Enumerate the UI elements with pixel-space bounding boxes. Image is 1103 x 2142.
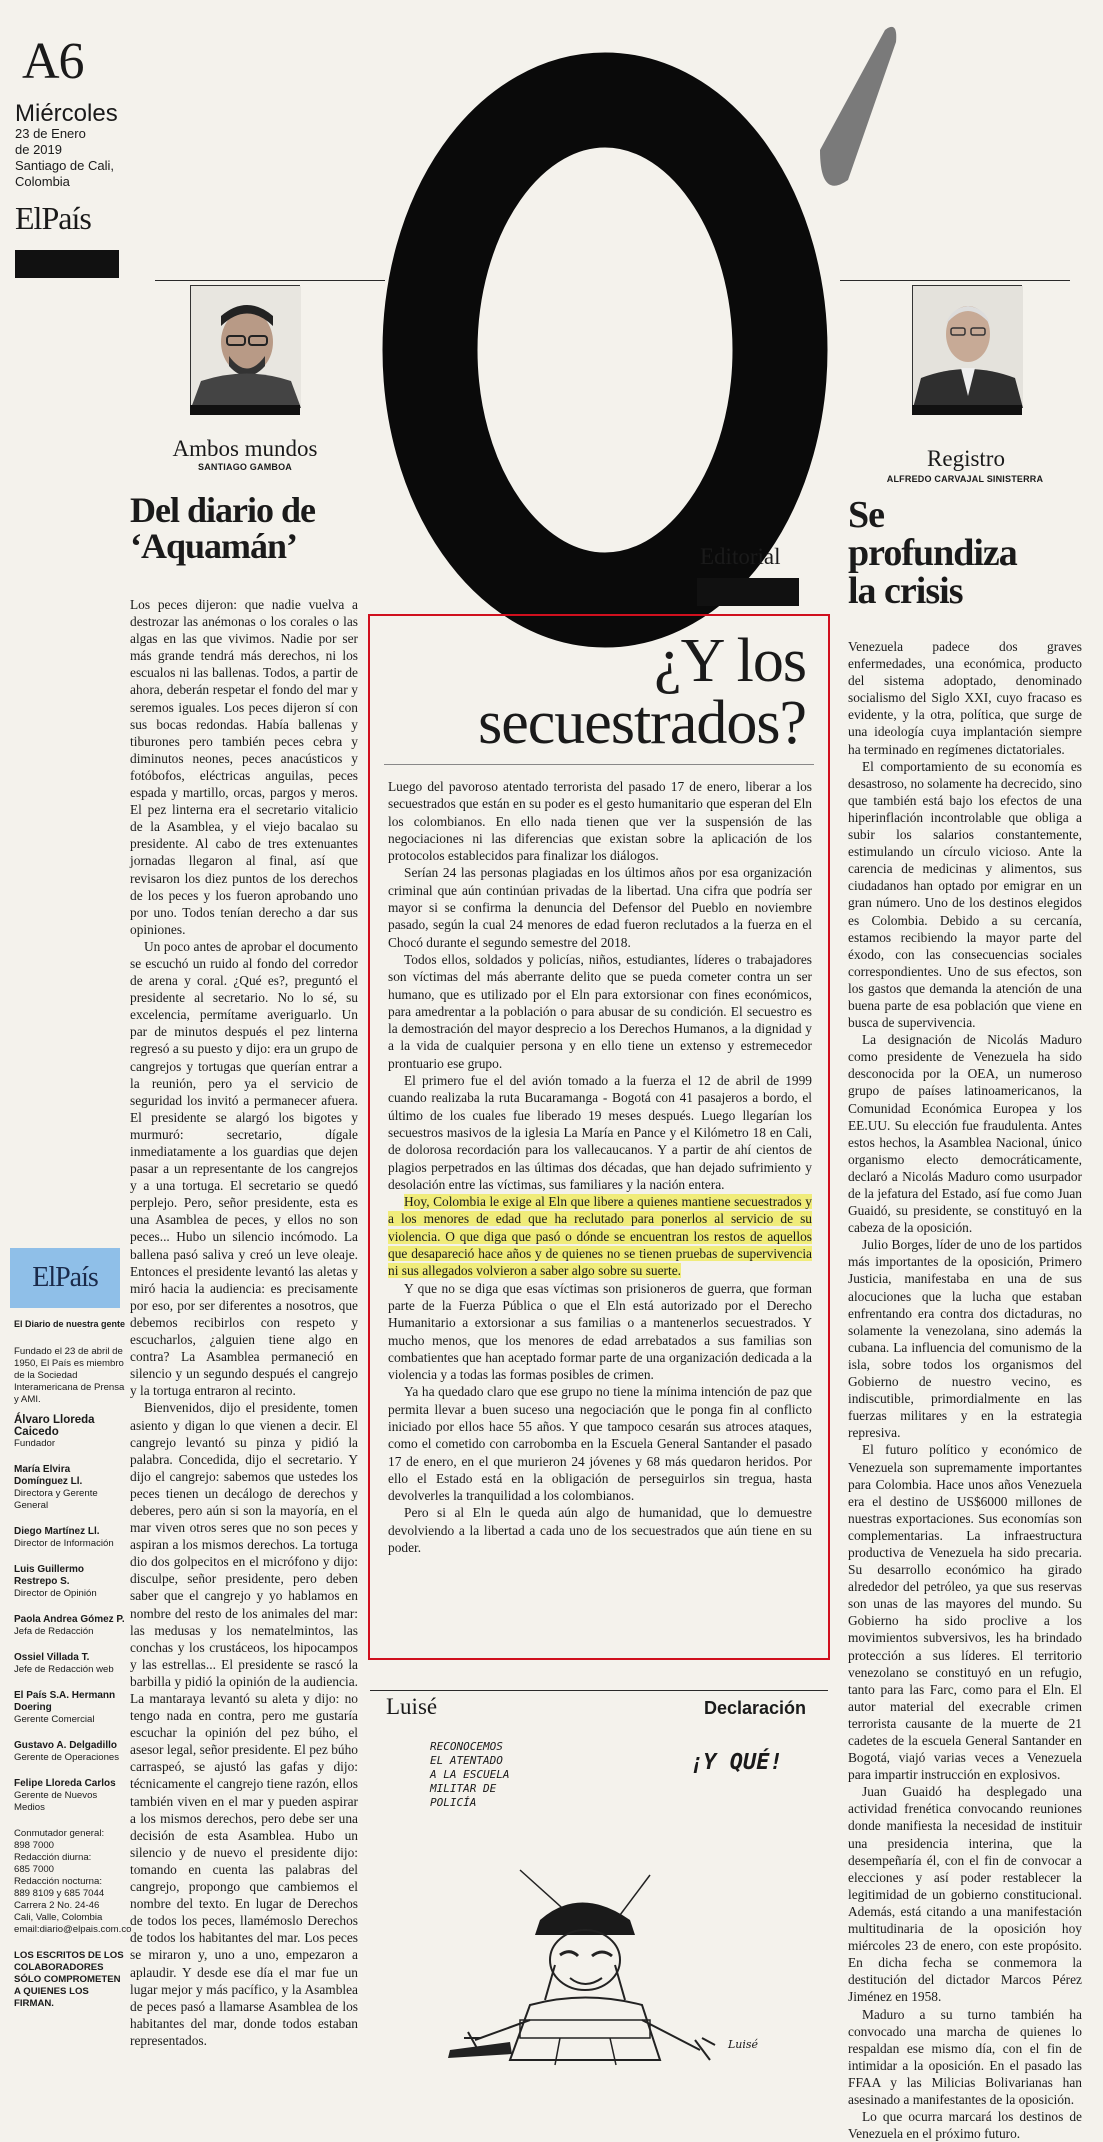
contact-line: 685 7000: [14, 1864, 55, 1875]
staff-name: Diego Martínez Ll.: [14, 1526, 100, 1537]
paragraph: Los peces dijeron: que nadie vuelva a destrozar las anémonas o los corales o las algas en las que vivimos. Nadie por ser más grande tendrá más derechos, ni los escualos ni las ballenas. Todos, a partir de ahora, deberán respetar el fondo del mar y seremos iguales. Los peces dijeron sí con sus bocas redondas. Había ballenas y tiburones pero también peces cebra y diminutos neones, peces anacústicos y fotóbofos, eléctricas anguilas, peces espada y martillo, orcas, pargos y meros. El pez linterna era el secretario vitalicio de la Asamblea, y el viejo bacalao su presidente. Al cabo de tres extenuantes jornadas llegaron al final, así que revisaron los diez puntos de los derechos de los peces y los fueron aprobando uno por uno. Todos tenían derecho a dar sus opiniones.: [130, 597, 358, 937]
newspaper-logo: ElPaís: [15, 200, 91, 236]
paragraph: Julio Borges, líder de uno de los partidos más importantes de la oposición, Primero Justicia, manifestaba en una de sus alocuciones que la lucha que estaban enfrentando era contra dos dictaduras, no solamente la venezolana, sino además la cubana. La influencia del comunismo de la isla, sobre todos los organismos del Gobierno de nuestro vecino, es indiscutible, primordialmente en las fuerzas militares y en la estrategia represiva.: [848, 1237, 1082, 1441]
title-line: ¿Y los: [654, 627, 806, 695]
staff-name: Paola Andrea Gómez P.: [14, 1614, 125, 1625]
paragraph: Serían 24 las personas plagiadas en los últimos años por esa organización criminal que aún continúan privadas de la libertad. Una cifra que podría ser mayor si se confirma la denuncia del Defensor del Pueblo en noviembre pasado, según la cual 24 menores de edad fueron reclutados a la fuerza en el Chocó durante el segundo semestre del 2018.: [388, 865, 812, 950]
paragraph: Un poco antes de aprobar el documento se escuchó un ruido al fondo del corredor de arena y coral. ¿Qué es?, preguntó el presidente al secretario. No lo sé, su excelencia, permítame averiguarlo. Un par de minutos después el pez linterna regresó a su puesto y dijo: era un grupo de cangrejos y tortugas que querían entrar a la reunión, pero ya el servicio de seguridad los invitó a permanecer afuera. El presidente se alargó los bigotes y murmuró: secretario, dígale inmediatamente a los guardias que dejen pasar a un representante de los cangrejos y a una tortuga. El secretario se quedó perplejo. Pero, señor presidente, esta es una Asamblea de peces, y ellos no son peces... Hubo un silencio incómodo. La ballena pasó saliva y creó un leve oleaje. Entonces el presidente levantó las aletas y miró hacia la audiencia: es precisamente por eso, por ser diferentes a nosotros, que debemos recibirlos con respeto y escucharlos, ¿alguien tiene algo en contra? La Asamblea permaneció en silencio y un segundo después el cangrejo y la tortuga entraron al recinto.: [130, 938, 358, 1399]
paragraph: La designación de Nicolás Maduro como presidente de Venezuela ha sido desconocida por la OEA, un numeroso grupo de países latinoamericanos, la Comunidad Económica Europea y los EE.UU. Su elección fue fraudulenta. Antes estos hechos, la Asamblea Nacional, único organismo electo democráticamente, declaró a Nicolás Maduro como usurpador de la jefatura del Estado, así fue como Juan Guaidó, su presidente, se constituyó en la cabeza de la oposición.: [848, 1032, 1082, 1236]
staff-role: Jefe de Redacción web: [14, 1664, 114, 1675]
caption-line: POLICÍA: [430, 1796, 477, 1809]
caption-line: EL ATENTADO: [430, 1754, 503, 1767]
date-line: 23 de Enero: [15, 126, 86, 141]
paragraph: El primero fue el del avión tomado a la fuerza el 12 de abril de 1999 cuando realizaba la ruta Bucaramanga - Bogotá con 41 pasajeros a bordo, el último de los cuales fue liberado 19 meses después. Luego llegarían los secuestros masivos de la iglesia La María en Pance y el Kilómetro 18 en Cali, de dolorosa recordación para los vallecaucanos. Y a partir de ahí cientos de plagios perpetrados en las últimas dos décadas, que han dejado sufrimiento y desolación entre las víctimas, sus familiares y la nación entera.: [388, 1073, 812, 1192]
right-column-body: [848, 638, 1082, 2142]
masthead-staff: [14, 1414, 132, 2010]
big-o-letter: [350, 20, 910, 620]
contact-line: Redacción diurna:: [14, 1852, 92, 1863]
date-line: de 2019: [15, 142, 62, 157]
cartoon-caption: [430, 1740, 560, 1810]
column-section-title: Ambos mundos: [172, 436, 318, 461]
headline-line: Se: [848, 494, 884, 536]
editorial-bar: [697, 578, 799, 606]
paragraph: Juan Guaidó ha desplegado una actividad frenética convocando reuniones donde manifiesta la necesidad de instituir una presidencia interina, que la desempeñaría él, con el fin de convocar a elecciones y así poder restablecer la legitimidad de un gobierno constitucional. Además, está citando a una manifestación multitudinaria de la oposición hoy miércoles 23 de enero, con este propósito. En dicha fecha se conmemora la destitución del dictador Marcos Pérez Jiménez en 1958.: [848, 1784, 1082, 2005]
headline-line: profundiza: [848, 532, 1017, 574]
headline-line: Del diario de: [130, 490, 315, 530]
caption-line: A LA ESCUELA: [430, 1768, 510, 1781]
caption-line: RECONOCEMOS: [430, 1740, 503, 1753]
cartoon-title: Declaración: [704, 1698, 807, 1718]
date-line: Colombia: [15, 174, 70, 189]
left-column-body: [130, 596, 358, 2066]
contact-line: Carrera 2 No. 24-46: [14, 1900, 100, 1911]
photo-bar: [190, 405, 300, 415]
editorial-box: [368, 614, 830, 1660]
paragraph: Lo que ocurra marcará los destinos de Venezuela en el próximo futuro.: [848, 2109, 1082, 2142]
cartoon-rule: [370, 1690, 828, 1691]
editorial-body: [388, 778, 812, 1556]
staff-name: Ossiel Villada T.: [14, 1652, 90, 1663]
right-headline: [848, 496, 1078, 610]
contact-line: Cali, Valle, Colombia: [14, 1912, 103, 1923]
paragraph: El futuro político y económico de Venezuela son supremamente importantes para Colombia. Hace unos años Venezuela era el destino de US$6000 millones de nuestras exportaciones. Sus economías son complementarias. La infraestructura productiva de Venezuela ha sido precaria. Su desarrollo económico ha girado alrededor del petróleo, ya que sus reservas son unas de las mayores del mundo. Su Gobierno ha sido proclive a los movimientos subversivos, les ha brindado protección a sus líderes. El territorio venezolano se constituyó en un refugio, tanto para las Farc, como para el Eln. El autor material del execrable crimen terrorista causante de la muerte de 21 cadetes de la escuela General Santander en Bogotá, viajó varias veces a Venezuela para impartir instrucción en explosivos.: [848, 1442, 1082, 1783]
editorial-label: Editorial: [700, 544, 781, 569]
cartoon-exclaim: ¡Y QUÉ!: [690, 1750, 783, 1775]
staff-role: Gerente de Operaciones: [14, 1752, 120, 1763]
contact-line: 889 8109 y 685 7044: [14, 1888, 105, 1899]
cartoon-signature: Luisé: [728, 2038, 759, 2051]
paragraph: Bienvenidos, dijo el presidente, tomen asiento y digan lo que vienen a decir. El cangrejo levantó su pinza y pidió la palabra. Concedida, dijo el secretario. Y dijo el cangrejo: sabemos que ustedes los peces tienen un decálogo de derechos y deberes, pero aún si son la mayoría, en el mar viven otros seres que no son peces y aspiran a los mismos derechos. La tortuga dio dos golpecitos en el micrófono y dijo: disculpe, señor presidente, pero deben saber que el cangrejo y yo hablamos en nombre del resto de los animales del mar: las medusas y los nematelmintos, las conchas y los crustáceos, los hipocampos y las estrellas... El presidente se rascó la barbilla y pidió la opinión de la audiencia. La mantaraya levantó su aleta y dijo: no tengo nada en contra, pero me gustaría escuchar la opinión del pez búho, el asesor legal, señor presidente. El pez búho carraspeó, se ajustó las gafas y dijo: técnicamente el cangrejo tiene razón, ellos también viven en el mar y pueden aspirar a los mismos derechos, pero debe ser una decisión de esta Asamblea. Hubo un silencio y de nuevo el presidente dijo: tomando en cuenta las palabras del cangrejo, propongo que cambiemos el nombre del texto. En lugar de Derechos de todos los peces, llamémoslo Derechos de todos los habitantes del mar. Los peces se miraron y, uno a uno, empezaron a aplaudir. Y desde ese día el mar fue un lugar mejor y más pacífico, y la Asamblea de peces pasó a llamarse Asamblea de los habitantes del mar, donde todos estaban representados.: [130, 1400, 358, 2048]
staff-name: El País S.A. Hermann Doering: [14, 1690, 116, 1713]
paragraph: El comportamiento de su economía es desastroso, no solamente ha decrecido, sino que también está bajo los efectos de una hiperinflación incontrolable que obliga a subir los salarios constantemente, estimulando un círculo vicioso. Ante la carencia de medicinas y alimentos, sus ciudadanos han optado por emigrar en un gran número. Uno de los destinos elegidos es Colombia. Debido a su cercanía, estamos recibiendo la mayor parte del éxodo, con las consecuencias sociales correspondientes. Uno de sus efectos, son los gastos que demanda la atención de una buena parte de esa población que viene en busca de supervivencia.: [848, 758, 1082, 1031]
highlight: Hoy, Colombia le exige al Eln que libere a quienes mantiene secuestrados y a los menores de edad que ha reclutado para ponerlos al servicio de su violencia. O que diga que pasó o dónde se encuentran los restos de aquellos que desapareció hace años y de quienes no se tienen pruebas de supervivencia ni sus allegados volvieron a saber algo sobre su suerte.: [388, 1194, 812, 1279]
paragraph: Todos ellos, soldados y policías, niños, estudiantes, líderes o trabajadores son víctimas del más aberrante delito que se pueda cometer contra un ser humano, que es utilizado por el Eln para extorsionar con fines económicos, para amedrentar a la población o para abusar de su condición. El secuestro es la demostración del mayor desprecio a los Derechos Humanos, a la dignidad y a la vida de cualquier persona y en ello tiene un extenso y estremecedor prontuario ese grupo.: [388, 951, 812, 1071]
logo-bar: [15, 250, 119, 278]
contact-line: 898 7000: [14, 1840, 55, 1851]
editorial-title: [386, 627, 806, 757]
weekday: Miércoles: [15, 100, 118, 127]
contact-line: email:diario@elpais.com.co: [14, 1924, 132, 1935]
paragraph: Luego del pavoroso atentado terrorista del pasado 17 de enero, liberar a los secuestrados que están en su poder es el gesto humanitario que esperan del Eln los colombianos. En ello nada tienen que ver la suspensión de las negociaciones ni las diferencias que existan sobre la aplicación de los protocolos establecidos para finalizar los diálogos.: [388, 779, 812, 864]
paragraph: Maduro a su turno también ha convocado una marcha de quienes lo respaldan ese mismo día, con el fin de intimidar a la oposición. En el pasado las FFAA y las Milicias Bolivarianas han asesinado a manifestantes de la oposición.: [848, 2006, 1082, 2107]
staff-role: Gerente Comercial: [14, 1714, 95, 1725]
staff-role: Gerente de Nuevos Medios: [14, 1790, 98, 1813]
headline-line: ‘Aquamán’: [130, 526, 298, 566]
staff-name: Luis Guillermo Restrepo S.: [14, 1564, 85, 1587]
left-headline: [130, 492, 360, 564]
caption-line: MILITAR DE: [430, 1782, 497, 1795]
staff-role: Director de Opinión: [14, 1588, 97, 1599]
headline-line: la crisis: [848, 570, 963, 612]
disclaimer: LOS ESCRITOS DE LOS COLABORADORES SÓLO COMPROMETEN A QUIENES LOS FIRMAN.: [14, 1950, 124, 2009]
photo-bar: [912, 405, 1022, 415]
founder-name: Álvaro Lloreda Caicedo: [14, 1414, 95, 1438]
column-section-title: Registro: [927, 446, 1005, 471]
page-number: A6: [22, 33, 84, 90]
column-author: ALFREDO CARVAJAL SINISTERRA: [886, 474, 1044, 484]
masthead-founded: Fundado el 23 de abril de 1950, El País es miembro de la Sociedad Interamericana de Prensa y AMI.: [14, 1346, 125, 1405]
big-o-text: Ó: [350, 20, 351, 21]
title-line: secuestrados?: [478, 689, 806, 757]
paragraph: Y que no se diga que esas víctimas son prisioneros de guerra, que forman parte de la Fuerza Pública o que el Eln está autorizado por el Derecho Humanitario a extorsionar a sus familias o a mantenerlos secuestrados. Y mucho menos, que los menores de edad arrebatados a sus familias son combatientes que han aceptado formar parte de una organización dedicada a la violencia y a todas las formas posibles de crimen.: [388, 1280, 812, 1383]
staff-role: Director de Información: [14, 1538, 114, 1549]
staff-role: Jefa de Redacción: [14, 1626, 94, 1637]
author-photo-gamboa: [190, 285, 300, 407]
staff-role: Directora y Gerente General: [14, 1488, 98, 1511]
column-author: SANTIAGO GAMBOA: [198, 462, 292, 472]
staff-name: Gustavo A. Delgadillo: [14, 1740, 117, 1751]
date-line: Santiago de Cali,: [15, 158, 115, 173]
paragraph: Pero si al Eln le queda aún algo de humanidad, que lo demuestre devolviendo a la libertad a cada uno de los secuestrados que aún tiene en su poder.: [388, 1505, 812, 1556]
founder-role: Fundador: [14, 1438, 56, 1449]
title-rule: [384, 764, 814, 765]
cartoon-artist: Luisé: [386, 1694, 438, 1719]
contact-line: Conmutador general:: [14, 1828, 105, 1839]
paragraph: Ya ha quedado claro que ese grupo no tiene la mínima intención de paz que permita llevar a buen suceso una negociación que le ponga fin al conflicto iniciado por ellos hace 55 años. Y que tampoco cesarán sus atroces ataques, como el cometido con carrobomba en la Escuela General Santander el pasado 17 de enero, en el que murieron 24 jóvenes y 68 más quedaron heridos. Por ello el Estado está en la obligación de perseguirlos sin tregua, hasta devolverles la tranquilidad a los colombianos.: [388, 1384, 812, 1504]
staff-name: María Elvira Domínguez Ll.: [14, 1464, 83, 1487]
staff-name: Felipe Lloreda Carlos: [14, 1778, 116, 1789]
paragraph: Venezuela padece dos graves enfermedades, una económica, producto del sistema adoptado, denominado socialismo del Siglo XXI, cuyo fracaso es evidente, y la otra, política, que surge de una ideología cuya implantación siempre ha terminado en regímenes dictatoriales.: [848, 639, 1082, 757]
contact-block: [14, 1828, 132, 1936]
highlighted-paragraph: [388, 1193, 812, 1279]
author-photo-carvajal: [912, 285, 1022, 407]
contact-line: Redacción nocturna:: [14, 1876, 102, 1887]
masthead-tagline: El Diario de nuestra gente: [14, 1319, 126, 1329]
sidebar-logo: ElPaís: [10, 1248, 120, 1308]
